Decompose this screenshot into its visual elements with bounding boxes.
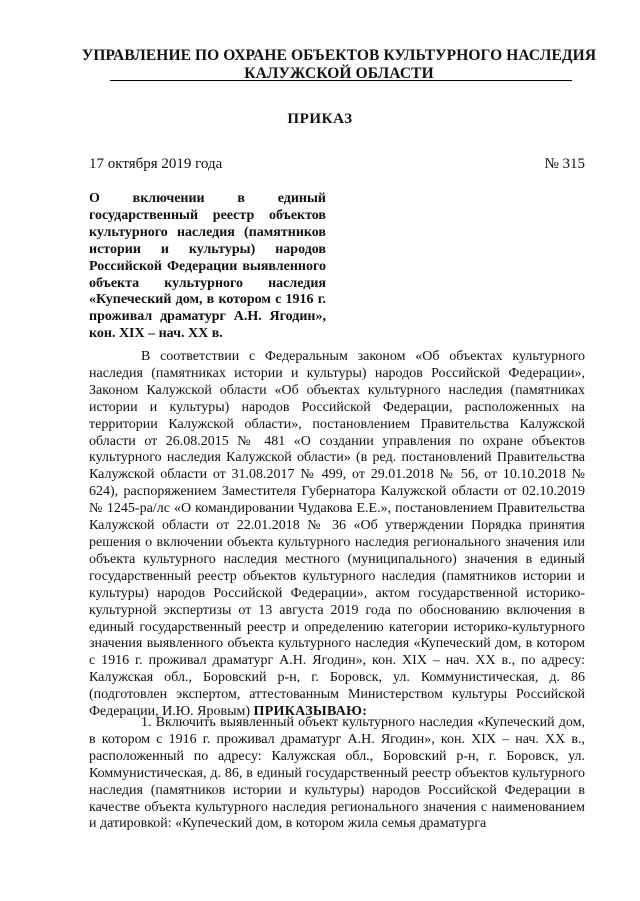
subject-line: Российской Федерации выявленного — [89, 258, 326, 274]
subject-line: государственный реестр объектов — [89, 207, 326, 223]
order-word: ПРИКАЗЫВАЮ: — [253, 704, 368, 720]
subject-line: истории и культуры) народов — [89, 241, 326, 257]
document-type-title: ПРИКАЗ — [287, 111, 353, 127]
subject-line: кон. XIX – нач. XX в. — [89, 326, 223, 342]
order-subject — [89, 191, 326, 343]
subject-line: О включении в единый — [89, 191, 326, 206]
order-item-1: 1. Включить выявленный объект культурного наследия «Купеческий дом, в котором с 1916 г. проживал драматург А.Н. Ягодин», кон. XIX – нач. XX в., расположенный по адресу: Калужская обл., Боровский р-н, г. Боровск, ул. Коммунистическая, д. 86, в единый государственный реестр объектов культурного наследия (памятников истории и культуры) народов Российской Федерации в качестве объекта культурного наследия регионального значения с наименованием и датировкой: «Купеческий дом, в котором жила семья драматурга — [89, 715, 585, 832]
document-date: 17 октября 2019 года — [89, 156, 223, 172]
document-number: № 315 — [544, 156, 585, 172]
subject-line: проживал драматург А.Н. Ягодин», — [89, 309, 326, 325]
subject-line: «Купеческий дом, в котором с 1916 г. — [89, 292, 326, 308]
header-underline — [110, 80, 572, 81]
subject-line: объекта культурного наследия — [89, 275, 326, 291]
organization-name-line1: УПРАВЛЕНИЕ ПО ОХРАНЕ ОБЪЕКТОВ КУЛЬТУРНОГО НАСЛЕДИЯ — [81, 47, 597, 64]
preamble-paragraph — [89, 349, 585, 721]
organization-name-line2: КАЛУЖСКОЙ ОБЛАСТИ — [244, 65, 434, 82]
preamble-text: В соответствии с Федеральным законом «Об объектах культурного наследия (памятниках истории и культуры) народов Российской Федерации», Законом Калужской области «Об объектах культурного наследия (памятниках истории и культуры) народов Российской Федерации, расположенных на территории Калужской области», постановлением Правительства Калужской области от 26.08.2015 № 481 «О создании управления по охране объектов культурного наследия Калужской области» (в ред. постановлений Правительства Калужской области от 31.08.2017 № 499, от 29.01.2018 № 56, от 10.10.2018 № 624), распоряжением Заместителя Губернатора Калужской области от 02.10.2019 № 1245-ра/лс «О командировании Чудакова Е.Е.», постановлением Правительства Калужской области от 22.01.2018 № 36 «Об утверждении Порядка принятия решения о включении объекта культурного наследия регионального значения или объекта культурного наследия местного (муниципального) значения в единый государственный реестр объектов культурного наследия (памятников истории и культуры) народов Российской Федерации», актом государственной историко-культурной экспертизы от 13 августа 2019 года по обоснованию включения в единый государственный реестр и определению категории историко-культурного значения выявленного объекта культурного наследия «Купеческий дом, в котором с 1916 г. проживал драматург А.Н. Ягодин», кон. XIX – нач. XX в., по адресу: Калужская обл., Боровский р-н, г. Боровск, ул. Коммунистическая, д. 86 (подготовлен экспертом, аттестованным Министерством культуры Российской Федерации, И.Ю. Яровым) — [89, 349, 585, 720]
subject-line: культурного наследия (памятников — [89, 224, 326, 240]
